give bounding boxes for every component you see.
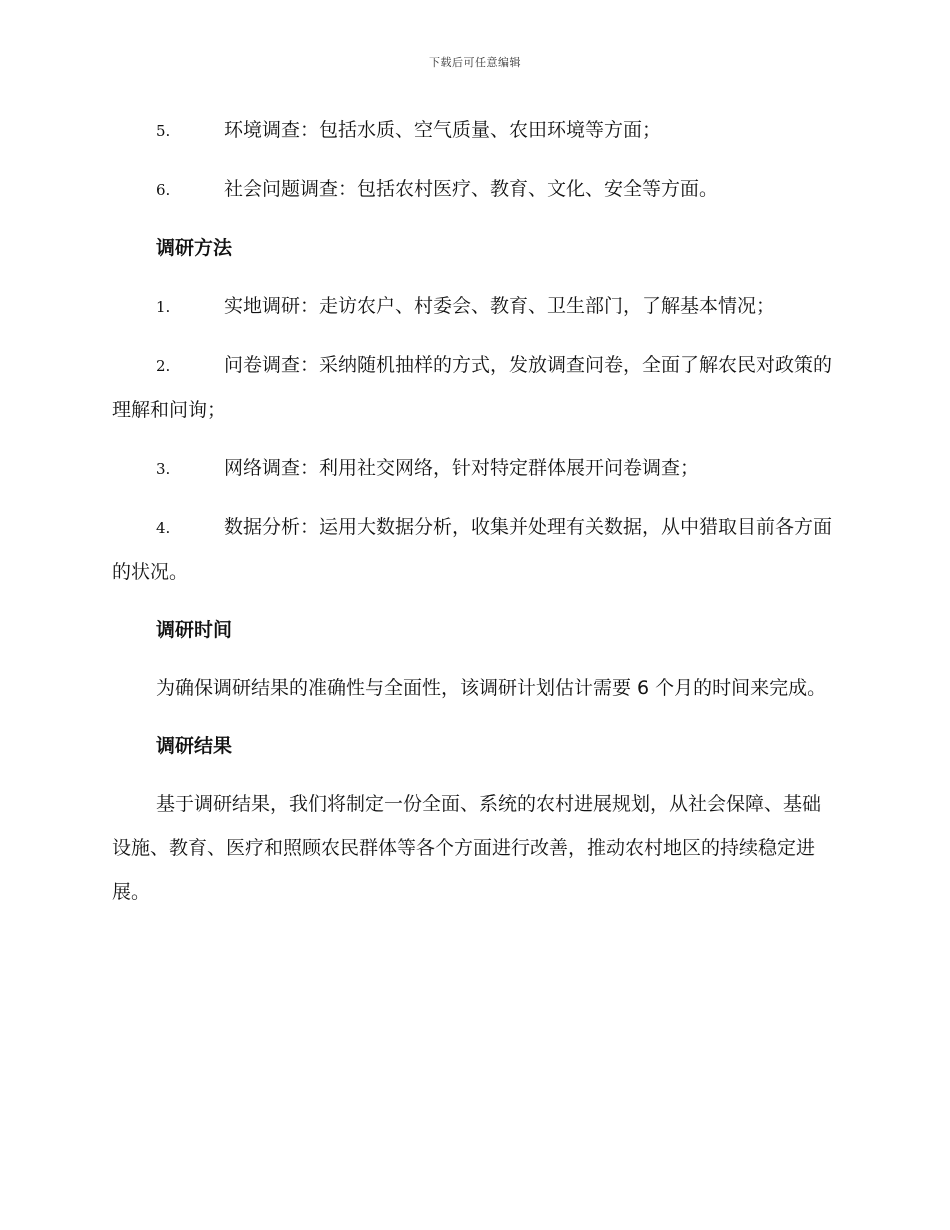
list-item-method-data-analysis (112, 505, 834, 594)
list-number: 3. (156, 460, 171, 478)
paragraph-time: 为确保调研结果的准确性与全面性，该调研计划估计需要 6 个月的时间来完成。 (156, 677, 827, 699)
list-number: 4. (156, 519, 171, 537)
list-text: 社会问题调查：包括农村医疗、教育、文化、安全等方面。 (224, 178, 719, 200)
list-item-survey-environment (112, 108, 834, 153)
list-number: 5. (156, 122, 171, 140)
list-text: 环境调查：包括水质、空气质量、农田环境等方面； (224, 119, 662, 141)
list-item-method-questionnaire (112, 343, 834, 432)
paragraph-results: 基于调研结果，我们将制定一份全面、系统的农村进展规划，从社会保障、基础设施、教育、医疗和照顾农民群体等各个方面进行改善，推动农村地区的持续稳定进展。 (112, 793, 822, 903)
document-body (112, 108, 834, 928)
list-number: 6. (156, 181, 171, 199)
list-number: 1. (156, 298, 171, 316)
list-item-survey-social (112, 167, 834, 212)
list-text: 数据分析：运用大数据分析，收集并处理有关数据，从中猎取目前各方面的状况。 (112, 516, 833, 583)
list-number: 2. (156, 357, 171, 375)
section-heading-time: 调研时间 (156, 619, 233, 641)
list-text: 实地调研：走访农户、村委会、教育、卫生部门，了解基本情况； (224, 295, 776, 317)
list-item-method-network (112, 446, 834, 491)
page-header: 下载后可任意编辑 (429, 56, 521, 69)
list-text: 网络调查：利用社交网络，针对特定群体展开问卷调查； (224, 457, 700, 479)
list-text: 问卷调查：采纳随机抽样的方式，发放调查问卷，全面了解农民对政策的理解和问询； (112, 354, 833, 421)
list-item-method-field (112, 284, 834, 329)
section-heading-results: 调研结果 (156, 735, 233, 757)
section-heading-methods: 调研方法 (156, 237, 233, 259)
